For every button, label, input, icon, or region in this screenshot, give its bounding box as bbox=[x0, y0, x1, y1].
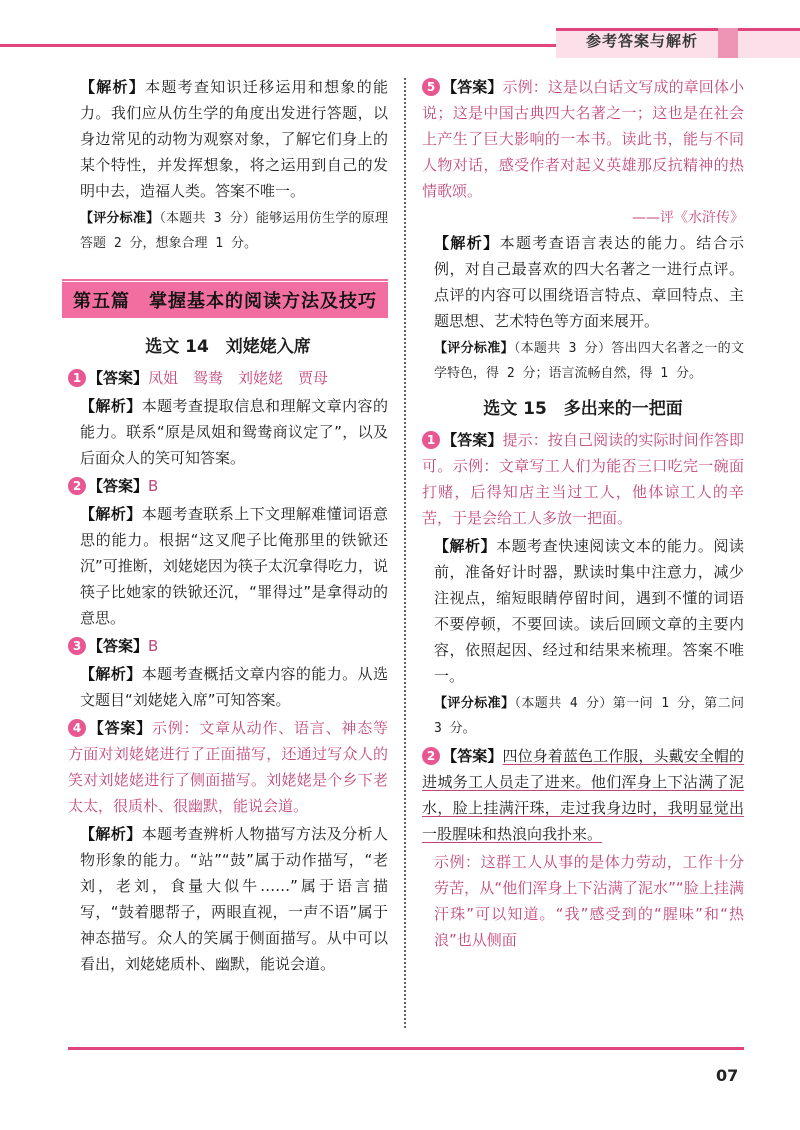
answer-tag: 【答案】 bbox=[88, 637, 149, 655]
p1-scoring bbox=[422, 691, 744, 741]
right-column bbox=[422, 74, 744, 955]
question-number-badge: 5 bbox=[422, 78, 440, 96]
p2-example: 示例：这群工人从事的是体力劳动，工作十分劳苦，从“他们浑身上下沾满了泥水”“脸上挂满汗珠”可以知道。“我”感受到的“腥味”和“热浪”也从侧面 bbox=[434, 853, 744, 949]
answer-tag: 【答案】 bbox=[442, 78, 503, 96]
q4-answer bbox=[68, 715, 388, 819]
p1-answer bbox=[422, 427, 744, 531]
question-number-badge: 4 bbox=[68, 719, 86, 737]
q3-answer bbox=[68, 633, 388, 659]
analysis-text: 本题考查联系上下文理解难懂词语意思的能力。根据“这叉爬子比俺那里的铁锨还沉”可推断，刘姥姥因为筷子太沉拿得吃力，说筷子比她家的铁锨还沉，“罪得过”是拿得动的意思。 bbox=[80, 505, 388, 627]
question-number-badge: 1 bbox=[68, 369, 86, 387]
analysis-text: 本题考查快速阅读文本的能力。阅读前，准备好计时器，默读时集中注意力，减少注视点，缩短眼睛停留时间，遇到不懂的词语不要停顿，不要回读。读后回顾文章的主要内容，依照起因、经过和结果来梳理。答案不唯一。 bbox=[434, 537, 744, 685]
answer-text: 提示：按自己阅读的实际时间作答即可。示例：文章写工人们为能否三口吃完一碗面打赌，后得知店主当过工人，他体谅工人的辛苦，于是会给工人多放一把面。 bbox=[422, 431, 744, 527]
header-title: 参考答案与解析 bbox=[586, 32, 699, 50]
column-divider bbox=[404, 78, 406, 1028]
question-number-badge: 3 bbox=[68, 637, 86, 655]
p2-answer bbox=[422, 743, 744, 847]
analysis-tag: 【解析】 bbox=[434, 537, 497, 555]
answer-tag: 【答案】 bbox=[88, 369, 149, 387]
q5-scoring bbox=[422, 336, 744, 386]
left-column bbox=[68, 74, 388, 979]
q1-analysis bbox=[68, 393, 388, 471]
q5-answer bbox=[422, 74, 744, 204]
section-title: 第五篇 掌握基本的阅读方法及技巧 bbox=[73, 291, 377, 312]
analysis-tag: 【解析】 bbox=[434, 234, 500, 252]
answer-tag: 【答案】 bbox=[88, 477, 149, 495]
q4-analysis bbox=[68, 821, 388, 977]
passage-14-title: 选文 14 刘姥姥入席 bbox=[145, 337, 311, 357]
footer-rule bbox=[68, 1047, 744, 1050]
answer-text: 四位身着蓝色工作服，头戴安全帽的进城务工人员走了进来。他们浑身上下沾满了泥水，脸上挂满汗珠，走过我身边时，我明显觉出一股腥味和热浪向我扑来。 bbox=[422, 747, 744, 843]
analysis-tag: 【解析】 bbox=[80, 825, 142, 843]
q2-analysis bbox=[68, 501, 388, 631]
passage-15-title: 选文 15 多出来的一把面 bbox=[483, 399, 683, 419]
answer-tag: 【答案】 bbox=[88, 719, 152, 737]
scoring-text: （本题共 4 分）第一问 1 分，第二问 3 分。 bbox=[434, 696, 744, 736]
question-number-badge: 1 bbox=[422, 431, 440, 449]
analysis-text: 本题考查知识迁移运用和想象的能力。我们应从仿生学的角度出发进行答题，以身边常见的动物为观察对象，了解它们身上的某个特性，并发挥想象，将之运用到自己的发明中去，造福人类。答案不唯一。 bbox=[80, 78, 388, 200]
scoring-tag: 【评分标准】 bbox=[434, 341, 514, 356]
header-accent-block bbox=[718, 28, 738, 58]
question-number-badge: 2 bbox=[422, 747, 440, 765]
p1-analysis bbox=[422, 533, 744, 689]
intro-analysis bbox=[68, 74, 388, 204]
intro-scoring bbox=[68, 206, 388, 256]
analysis-text: 本题考查辨析人物描写方法及分析人物形象的能力。“站”“鼓”属于动作描写，“老刘，老刘，食量大似牛……”属于语言描写，“鼓着腮帮子，两眼直视，一声不语”属于神态描写。众人的笑属于侧面描写。从中可以看出，刘姥姥质朴、幽默，能说会道。 bbox=[80, 825, 388, 973]
analysis-text: 本题考查提取信息和理解文章内容的能力。联系“原是凤姐和鸳鸯商议定了”，以及后面众人的笑可知答案。 bbox=[80, 397, 388, 467]
page-header bbox=[0, 0, 800, 58]
page-number: 07 bbox=[716, 1066, 739, 1085]
answer-text: B bbox=[148, 637, 159, 655]
section-banner bbox=[62, 282, 388, 318]
scoring-tag: 【评分标准】 bbox=[434, 696, 515, 711]
header-rule bbox=[0, 44, 560, 47]
analysis-tag: 【解析】 bbox=[80, 505, 142, 523]
analysis-text: 本题考查语言表达的能力。结合示例，对自己最喜欢的四大名著之一进行点评。点评的内容可以围绕语言特点、章回特点、主题思想、艺术特色等方面来展开。 bbox=[434, 234, 744, 330]
q5-source: ——评《水浒传》 bbox=[632, 210, 744, 226]
answer-text: 凤姐 鸳鸯 刘姥姥 贾母 bbox=[148, 369, 329, 387]
answer-text: B bbox=[148, 477, 159, 495]
question-number-badge: 2 bbox=[68, 477, 86, 495]
analysis-tag: 【解析】 bbox=[80, 397, 142, 415]
analysis-text: 本题考查概括文章内容的能力。从选文题目“刘姥姥入席”可知答案。 bbox=[80, 665, 388, 709]
q1-answer bbox=[68, 365, 388, 391]
q5-analysis bbox=[422, 230, 744, 334]
analysis-tag: 【解析】 bbox=[80, 665, 142, 683]
scoring-text: （本题共 3 分）能够运用仿生学的原理答题 2 分，想象合理 1 分。 bbox=[80, 211, 388, 251]
q3-analysis bbox=[68, 661, 388, 713]
answer-text: 示例：这是以白话文写成的章回体小说；这是中国古典四大名著之一；这也是在社会上产生了巨大影响的一本书。读此书，能与不同人物对话，感受作者对起义英雄那反抗精神的热情歌颂。 bbox=[422, 78, 744, 200]
scoring-text: （本题共 3 分）答出四大名著之一的文学特色，得 2 分；语言流畅自然，得 1 分。 bbox=[434, 341, 744, 381]
answer-tag: 【答案】 bbox=[442, 747, 503, 765]
answer-text: 示例：文章从动作、语言、神态等方面对刘姥姥进行了正面描写，还通过写众人的笑对刘姥姥进行了侧面描写。刘姥姥是个乡下老太太，很质朴、很幽默，能说会道。 bbox=[68, 719, 388, 815]
q2-answer bbox=[68, 473, 388, 499]
scoring-tag: 【评分标准】 bbox=[80, 211, 160, 226]
analysis-tag: 【解析】 bbox=[80, 78, 146, 96]
answer-tag: 【答案】 bbox=[442, 431, 503, 449]
